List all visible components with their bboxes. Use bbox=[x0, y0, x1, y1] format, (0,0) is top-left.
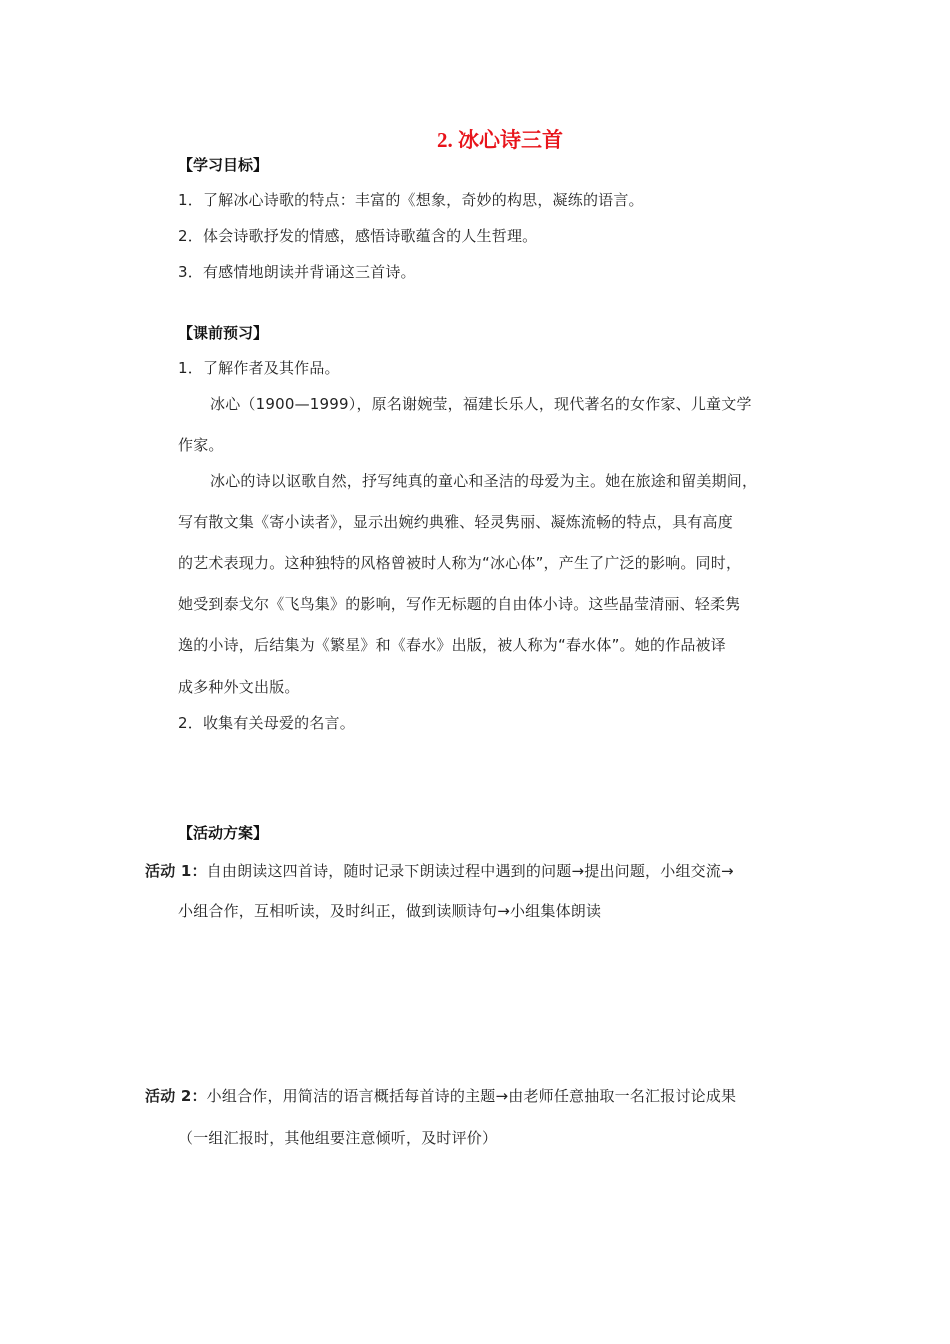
learning-goals-heading: 【学习目标】 bbox=[178, 156, 269, 174]
activity-2-continuation: （一组汇报时，其他组要注意倾听，及时评价） bbox=[178, 1129, 498, 1147]
activity-2-text: 小组合作，用简洁的语言概括每首诗的主题→由老师任意抽取一名汇报讨论成果 bbox=[206, 1087, 737, 1105]
activity-2 bbox=[145, 1085, 736, 1106]
works-paragraph-line: 冰心的诗以讴歌自然，抒写纯真的童心和圣洁的母爱为主。她在旅途和留美期间， bbox=[210, 472, 758, 490]
goal-item: 3．有感情地朗读并背诵这三首诗。 bbox=[178, 263, 416, 281]
preview-heading: 【课前预习】 bbox=[178, 324, 269, 342]
activity-1-label: 活动 1： bbox=[145, 862, 207, 880]
activities-heading: 【活动方案】 bbox=[178, 824, 269, 842]
activity-1 bbox=[145, 860, 734, 881]
activity-1-text: 自由朗读这四首诗，随时记录下朗读过程中遇到的问题→提出问题，小组交流→ bbox=[206, 862, 734, 880]
works-paragraph-line: 逸的小诗，后结集为《繁星》和《春水》出版，被人称为“春水体”。她的作品被译 bbox=[178, 636, 726, 654]
works-paragraph-line: 成多种外文出版。 bbox=[178, 678, 300, 696]
works-paragraph-line: 的艺术表现力。这种独特的风格曾被时人称为“冰心体”，产生了广泛的影响。同时， bbox=[178, 554, 742, 572]
author-paragraph-line: 冰心（1900—1999），原名谢婉莹，福建长乐人，现代著名的女作家、儿童文学 bbox=[210, 395, 752, 413]
works-paragraph-line: 写有散文集《寄小读者》，显示出婉约典雅、轻灵隽丽、凝炼流畅的特点，具有高度 bbox=[178, 513, 733, 531]
author-paragraph-line: 作家。 bbox=[178, 436, 224, 454]
works-paragraph-line: 她受到泰戈尔《飞鸟集》的影响，写作无标题的自由体小诗。这些晶莹清丽、轻柔隽 bbox=[178, 595, 741, 613]
goal-item: 2．体会诗歌抒发的情感，感悟诗歌蕴含的人生哲理。 bbox=[178, 227, 538, 245]
preview-item: 2．收集有关母爱的名言。 bbox=[178, 714, 355, 732]
activity-1-continuation: 小组合作，互相听读，及时纠正，做到读顺诗句→小组集体朗读 bbox=[178, 902, 602, 920]
goal-item: 1．了解冰心诗歌的特点：丰富的《想象，奇妙的构思，凝练的语言。 bbox=[178, 191, 644, 209]
activity-2-label: 活动 2： bbox=[145, 1087, 207, 1105]
page-title: 2. 冰心诗三首 bbox=[437, 128, 563, 152]
preview-item: 1．了解作者及其作品。 bbox=[178, 359, 340, 377]
